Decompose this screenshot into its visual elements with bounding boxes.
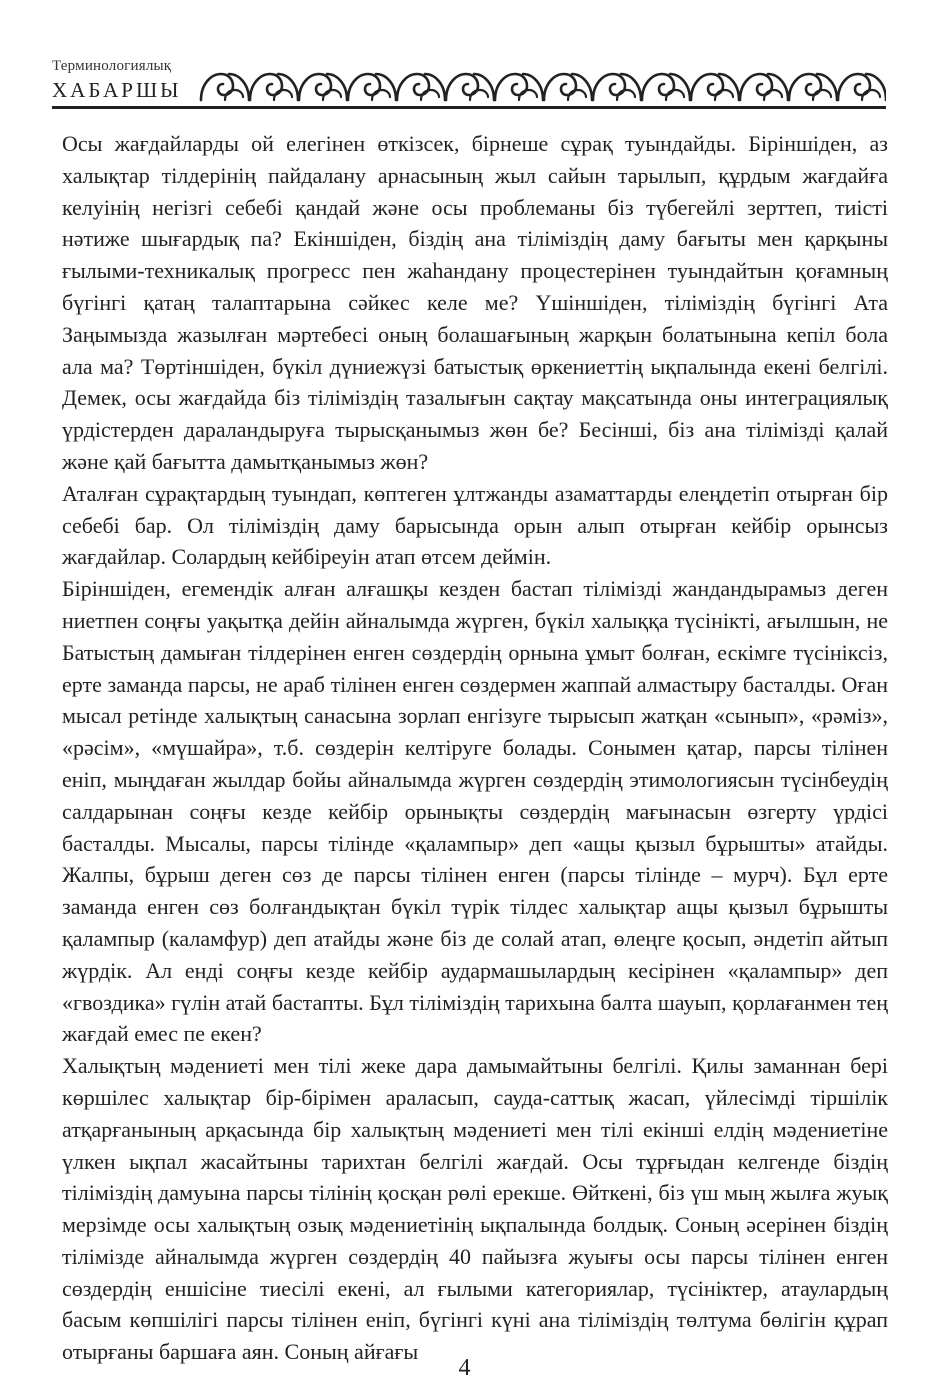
page-header [52,58,886,110]
paragraph: Аталған сұрақтардың туындап, көптеген ұлтжанды азаматтарды елеңдетіп отырған бір себебі бар. Ол тіліміздің даму барысында орын алып отырған кейбір орынсыз жағдайлар. Солардың кейбіреуін атап өтсем деймін. [62,480,888,570]
paragraph: Осы жағдайларды ой елегінен өткізсек, бірнеше сұрақ туындайды. Біріншіден, аз халықтар тілдерінің пайдалану арнасының жыл сайын тарылып, құрдым жағдайға келуінің негізгі себебі қандай және осы проблеманы біз түбегейлі зерттеп, тиісті нәтиже шығардық па? Екіншіден, біздің ана тіліміздің даму бағыты мен қарқыны ғылыми-техникалық прогресс пен жаһандану процестерінен туындайтын қоғамның бүгінгі қатаң талаптарына сәйкес келе ме? Үшіншіден, тіліміздің бүгінгі Ата Заңымызда жазылған мәртебесі оның болашағының жарқын болатынына кепіл бола ала ма? Төртіншіден, бүкіл дүниежүзі батыстық өркениеттің ықпалында екені белгілі. Демек, осы жағдайда біз тіліміздің тазалығын сақтау мақсатында оны интеграциялық үрдістерден дараландыруға тырысқанымыз жөн бе? Бесінші, біз ана тілімізді қалай және қай бағытта дамытқанымыз жөн? [62,131,888,474]
journal-title-small: Терминологиялық [52,58,172,74]
header-rule [52,106,886,109]
article-body [62,128,888,1368]
paragraph: Біріншіден, егемендік алған алғашқы кезден бастап тілімізді жандандырамыз деген ниетпен соңғы уақытқа дейін айналымда жүрген, бүкіл халыққа түсінікті, ағылшын, не Батыстың дамыған тілдерінен енген сөздердің орнына ұмыт болған, ескімге түсініксіз, ерте заманда парсы, не араб тілінен енген сөздермен жаппай алмастыру басталды. Оған мысал ретінде халықтың санасына зорлап енгізуге тырысып жатқан «сынып», «рәміз», «рәсім», «мүшайра», т.б. сөздерін келтіруге болады. Сонымен қатар, парсы тілінен еніп, мыңдаған жылдар бойы айналымда жүрген сөздердің этимологиясын түсінбеудің салдарынан соңғы кезде кейбір орынықты сөздердің мағынасын өзгерту үрдісі басталды. Мысалы, парсы тілінде «қалампыр» деп «ащы қызыл бұрышты» атайды. Жалпы, бұрыш деген сөз де парсы тілінен енген (парсы тілінде – мурч). Бұл ерте заманда енген сөз болғандықтан бүкіл түрік тілдес халықтар ащы қызыл бұрышты қалампыр (каламфур) деп атайды және біз де солай атап, өлеңге қосып, әндетіп айтып жүрдік. Ал енді соңғы кезде кейбір аудармашылардың кесірінен «қалампыр» деп «гвоздика» гүлін атай бастапты. Бұл тіліміздің тарихына балта шауып, қорлағанмен тең жағдай емес пе екен? [62,576,888,1047]
paragraph: Халықтың мәдениеті мен тілі жеке дара дамымайтыны белгілі. Қилы заманнан бері көршілес халықтар бір-бірімен араласып, сауда-саттық жасап, үйлесімді тіршілік атқарғанының арқасында бір халықтың мәдениеті мен тілі екінші елдің мәдениетіне үлкен ықпал жасайтыны тарихтан белгілі жағдай. Осы тұрғыдан келгенде біздің тіліміздің дамуына парсы тілінің қосқан рөлі ерекше. Өйткені, біз үш мың жылға жуық мерзімде осы халықтың озық мәдениетінің ықпалында болдық. Соның әсерінен біздің тілімізде айналымда жүрген сөздердің 40 пайызға жуығы осы парсы тілінен енген сөздердің еншісіне тиесілі екені, ал ғылыми категориялар, түсініктер, атаулардың басым көпшілігі парсы тілінен еніп, бүгінгі күні ана тіліміздің төлтума бөлігін құрап отырғаны баршаға аян. Соның айғағы [62,1053,888,1365]
journal-title-big: ХАБАРШЫ [52,78,182,102]
ornament-border-icon [199,66,886,106]
page-number: 4 [458,1355,471,1381]
